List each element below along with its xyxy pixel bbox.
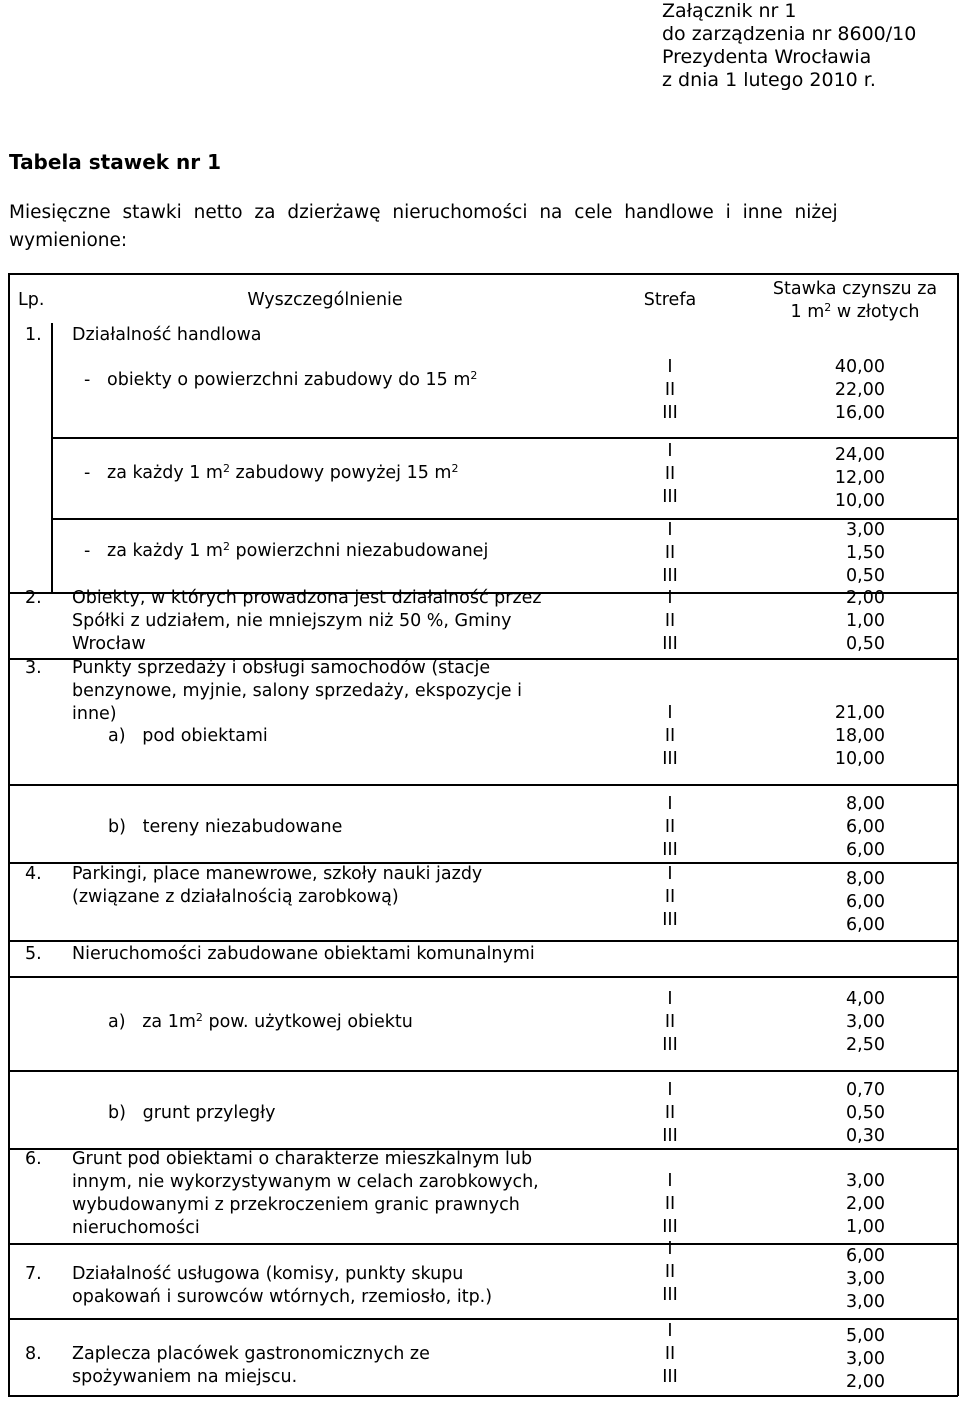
zone-list: I II III (662, 1171, 678, 1237)
sub-item-label: b) grunt przyległy (108, 1103, 276, 1123)
intro-line: wymienione: (9, 230, 128, 251)
row-divider (8, 1318, 958, 1320)
rate-list: 8,00 6,00 6,00 (846, 869, 885, 935)
zone-list: I II III (662, 794, 678, 860)
rate-list: 3,00 1,50 0,50 (846, 520, 885, 586)
row-label: Nieruchomości zabudowane obiektami komunalnymi (72, 944, 535, 964)
row-label: - za każdy 1 $m^2$ powierzchni niezabudowanej (84, 540, 489, 561)
zone-list: I II III (662, 989, 678, 1055)
page-title: Tabela stawek nr 1 (9, 150, 222, 174)
row-number: 4. (25, 864, 42, 884)
row-label: - obiekty o powierzchni zabudowy do 15 $m^2$ (84, 369, 478, 390)
row-label: Punkty sprzedaży i obsługi samochodów (stacje benzynowe, myjnie, salony sprzedaży, ekspozycje i inne) (72, 658, 522, 724)
row-number: 1. (25, 325, 42, 345)
column-header-desc: Wyszczególnienie (247, 290, 403, 310)
row-number: 8. (25, 1344, 42, 1364)
zone-list: I II III (662, 1239, 678, 1305)
rate-list: 40,00 22,00 16,00 (834, 357, 885, 423)
row-label: Działalność usługowa (komisy, punkty skupu opakowań i surowców wtórnych, rzemiosło, itp.) (72, 1264, 493, 1307)
zone-list: I II III (662, 357, 678, 423)
rate-list: 6,00 3,00 3,00 (846, 1246, 885, 1312)
column-header-rate (755, 278, 955, 324)
zone-list: I II III (662, 588, 678, 654)
rate-header-line1: Stawka czynszu za (772, 279, 938, 299)
row-label: Działalność handlowa (72, 325, 262, 345)
row-label: Obiekty, w których prowadzona jest działalność przez Spółki z udziałem, nie mniejszym niż 50 %, Gminy Wrocław (72, 588, 542, 654)
rate-list: 8,00 6,00 6,00 (846, 794, 885, 860)
header-line: Załącznik nr 1 (662, 0, 797, 22)
zone-list: I II III (662, 1080, 678, 1146)
row-number: 7. (25, 1264, 42, 1284)
row-label: - za każdy 1 $m^2$ zabudowy powyżej 15 $m^2$ (84, 462, 459, 483)
zone-list: I II III (662, 520, 678, 586)
table-bottom-border (8, 1395, 958, 1397)
rate-list: 0,70 0,50 0,30 (846, 1080, 885, 1146)
table-top-border (8, 273, 958, 275)
header-annex (662, 0, 916, 92)
header-line: z dnia 1 lutego 2010 r. (662, 69, 876, 91)
column-header-lp: Lp. (18, 290, 45, 310)
intro-line: Miesięczne stawki netto za dzierżawę nieruchomości na cele handlowe i inne niżej (9, 202, 838, 223)
row-number: 3. (25, 658, 42, 678)
row-label: Zaplecza placówek gastronomicznych ze spożywaniem na miejscu. (72, 1344, 430, 1387)
zone-list: I II III (662, 864, 678, 930)
sub-item-label: a) pod obiektami (108, 726, 268, 746)
row-label: Grunt pod obiektami o charakterze mieszkalnym lub innym, nie wykorzystywanym w celach zarobkowych, wybudowanymi z przekroczeniem granic prawnych nieruchomości (72, 1149, 539, 1238)
row-divider (8, 1070, 958, 1072)
rate-list: 3,00 2,00 1,00 (846, 1171, 885, 1237)
table-right-border (957, 273, 959, 1396)
zone-list: I II III (662, 1321, 678, 1387)
row-divider (8, 784, 958, 786)
column-header-zone: Strefa (643, 290, 697, 310)
rate-list: 4,00 3,00 2,50 (846, 989, 885, 1055)
rate-list: 21,00 18,00 10,00 (834, 703, 885, 769)
rate-list: 5,00 3,00 2,00 (846, 1326, 885, 1392)
table-left-border (8, 273, 10, 1396)
column-divider (51, 323, 53, 592)
row-divider (8, 940, 958, 942)
rate-list: 2,00 1,00 0,50 (846, 588, 885, 654)
row-number: 5. (25, 944, 42, 964)
row-divider (8, 976, 958, 978)
row-number: 6. (25, 1149, 42, 1169)
header-line: Prezydenta Wrocławia (662, 46, 872, 68)
sub-item-label: b) tereny niezabudowane (108, 817, 343, 837)
rate-list: 24,00 12,00 10,00 (834, 445, 885, 511)
row-divider (51, 437, 958, 439)
row-number: 2. (25, 588, 42, 608)
zone-list: I II III (662, 703, 678, 769)
zone-list: I II III (662, 441, 678, 507)
rate-header-line2: 1 $m^2$ w złotych (790, 301, 920, 322)
sub-item-label: a) za $1m^2$ pow. użytkowej obiektu (108, 1011, 413, 1032)
header-line: do zarządzenia nr 8600/10 (662, 23, 917, 45)
row-label: Parkingi, place manewrowe, szkoły nauki jazdy (związane z działalnością zarobkową) (72, 864, 483, 907)
